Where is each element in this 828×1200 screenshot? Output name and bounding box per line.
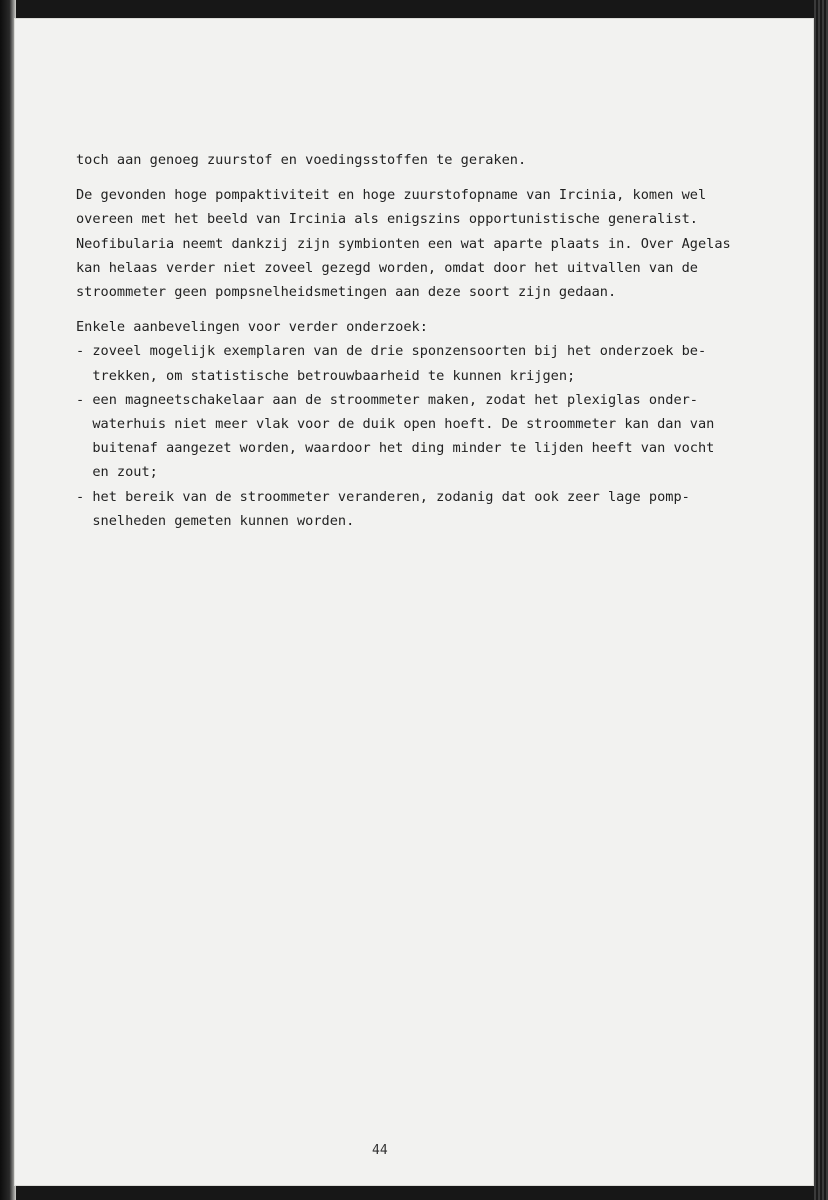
- list-item-continuation: waterhuis niet meer vlak voor de duik open hoeft. De stroommeter kan dan van: [76, 416, 715, 433]
- page-edges: [814, 0, 828, 1200]
- paragraph-gap: [76, 172, 776, 183]
- document-page: [14, 18, 814, 1186]
- text-line: kan helaas verder niet zoveel gezegd worden, omdat door het uitvallen van de: [76, 259, 698, 276]
- list-item-continuation: snelheden gemeten kunnen worden.: [76, 512, 355, 529]
- text-line: overeen met het beeld van Ircinia als enigszins opportunistische generalist.: [76, 211, 698, 228]
- paragraph-gap: [76, 304, 776, 315]
- text-line: Enkele aanbevelingen voor verder onderzoek:: [76, 319, 428, 336]
- text-line: stroommeter geen pompsnelheidsmetingen aan deze soort zijn gedaan.: [76, 284, 617, 301]
- list-item: - zoveel mogelijk exemplaren van de drie sponzensoorten bij het onderzoek be-: [76, 343, 707, 360]
- list-item-continuation: en zout;: [76, 464, 158, 481]
- text-line: toch aan genoeg zuurstof en voedingsstoffen te geraken.: [76, 152, 527, 168]
- body-text: [76, 148, 776, 533]
- page-number: 44: [372, 1143, 388, 1158]
- list-item-continuation: buitenaf aangezet worden, waardoor het ding minder te lijden heeft van vocht: [76, 440, 715, 457]
- list-item-continuation: trekken, om statistische betrouwbaarheid te kunnen krijgen;: [76, 367, 576, 384]
- text-line: De gevonden hoge pompaktiviteit en hoge zuurstofopname van Ircinia, komen wel: [76, 187, 707, 204]
- list-item: - het bereik van de stroommeter veranderen, zodanig dat ook zeer lage pomp-: [76, 488, 690, 505]
- list-item: - een magneetschakelaar aan de stroommeter maken, zodat het plexiglas onder-: [76, 391, 698, 408]
- text-line: Neofibularia neemt dankzij zijn symbionten een wat aparte plaats in. Over Agelas: [76, 235, 731, 252]
